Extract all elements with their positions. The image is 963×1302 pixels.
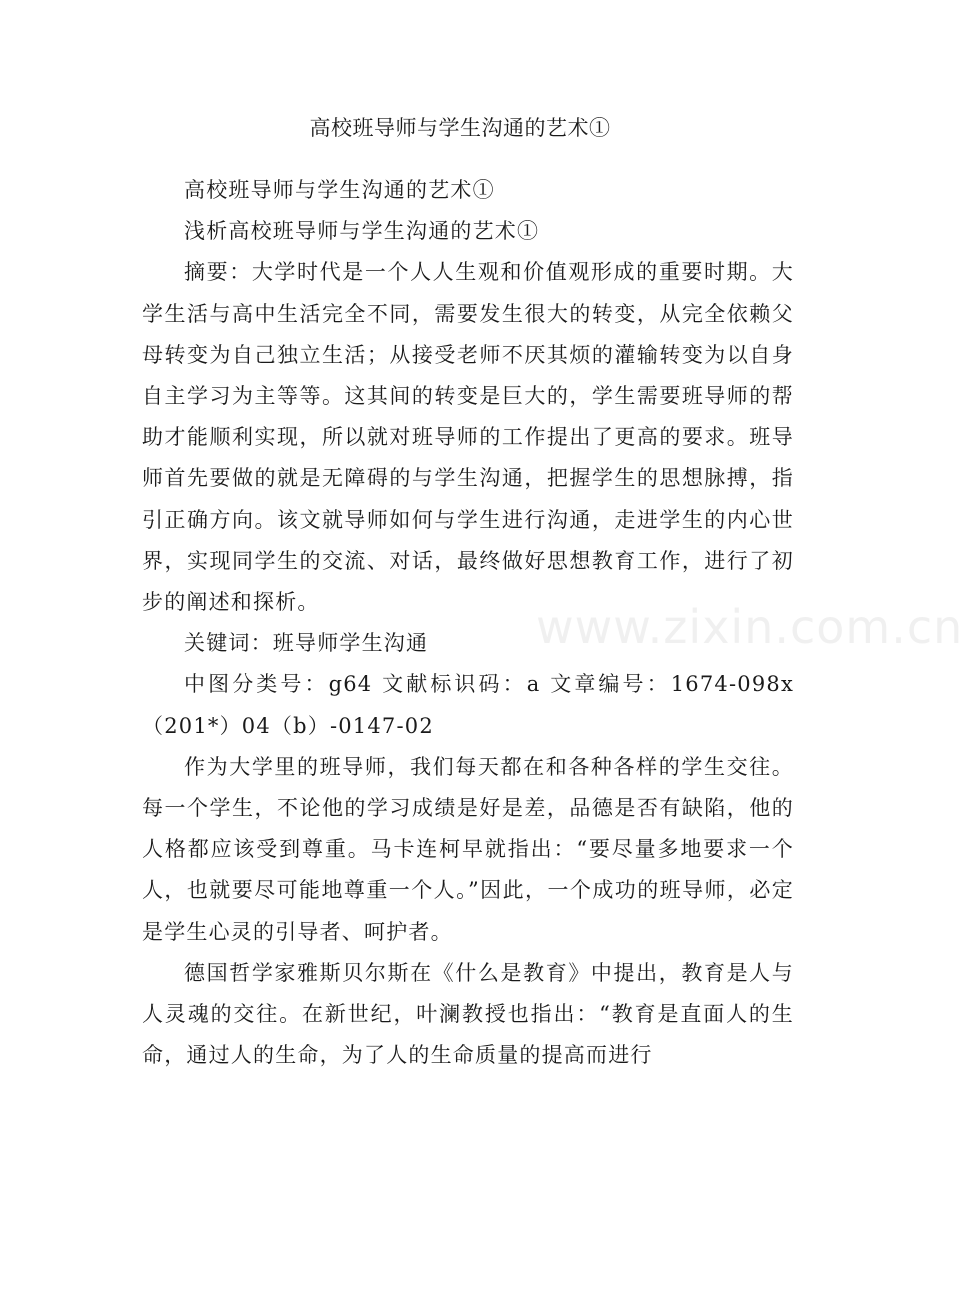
paragraph-abstract: 摘要：大学时代是一个人人生观和价值观形成的重要时期。大学生活与高中生活完全不同，需要发生很大的转变，从完全依赖父母转变为自己独立生活；从接受老师不厌其烦的灌输转变为以自身自主学习为主等等。这其间的转变是巨大的，学生需要班导师的帮助才能顺利实现，所以就对班导师的工作提出了更高的要求。班导师首先要做的就是无障碍的与学生沟通，把握学生的思想脉搏，指引正确方向。该文就导师如何与学生进行沟通，走进学生的内心世界，实现同学生的交流、对话，最终做好思想教育工作，进行了初步的阐述和探析。: [142, 260, 794, 615]
paragraph-keywords: 关键词：班导师学生沟通: [184, 631, 429, 656]
paragraph-body-2: 德国哲学家雅斯贝尔斯在《什么是教育》中提出，教育是人与人灵魂的交往。在新世纪，叶澜教授也指出：“教育是直面人的生命，通过人的生命，为了人的生命质量的提高而进行: [142, 960, 794, 1068]
paragraph-body-1: 作为大学里的班导师，我们每天都在和各种各样的学生交往。每一个学生，不论他的学习成绩是好是差，品德是否有缺陷，他的人格都应该受到尊重。马卡连柯早就指出：“要尽量多地要求一个人，也就要尽可能地尊重一个人。”因此，一个成功的班导师，必定是学生心灵的引导者、呵护者。: [142, 754, 794, 944]
paragraph-subheading: 浅析高校班导师与学生沟通的艺术①: [184, 219, 540, 244]
watermark-text: www.zixin.com.cn: [536, 600, 963, 654]
paragraph-heading: 高校班导师与学生沟通的艺术①: [184, 178, 495, 202]
document-title: 高校班导师与学生沟通的艺术①: [309, 116, 611, 140]
paragraph-classification: 中图分类号：g64 文献标识码：a 文章编号：1674-098x（201*）04（b）-0147-02: [142, 672, 794, 738]
document-body: [142, 170, 794, 1076]
